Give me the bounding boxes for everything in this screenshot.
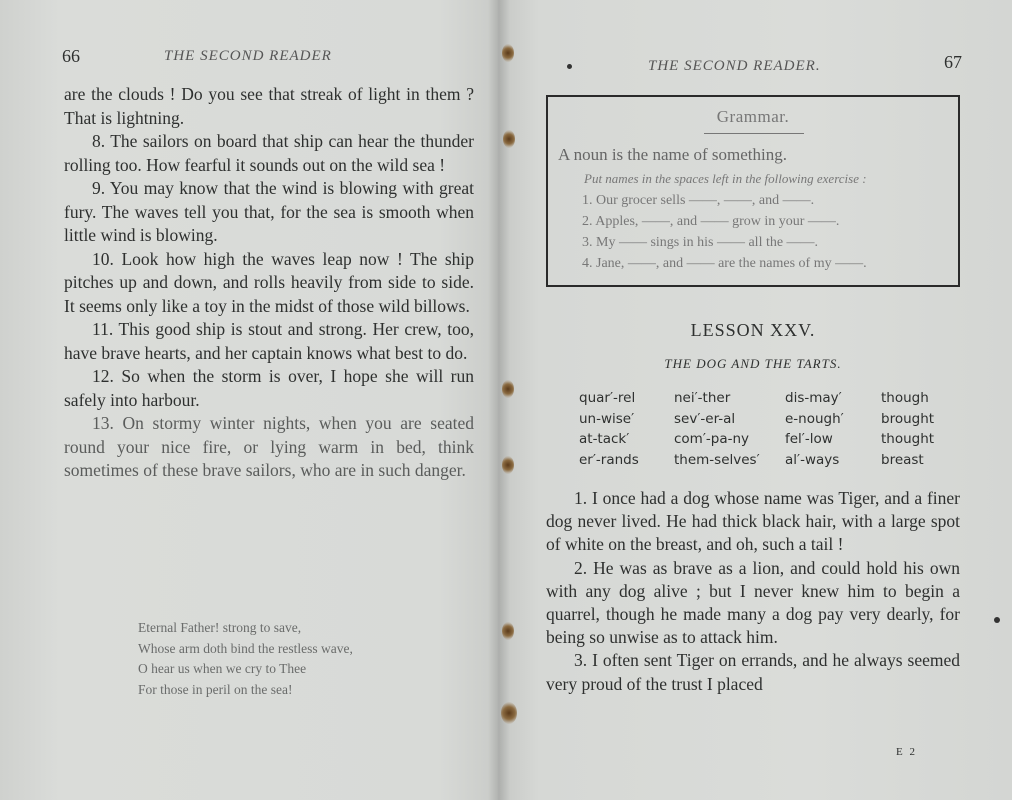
binding-stain	[503, 130, 515, 148]
verse-line: Whose arm doth bind the restless wave,	[138, 640, 353, 656]
verse-line: For those in peril on the sea!	[138, 681, 293, 697]
paragraph: 13. On stormy winter nights, when you are seated round your nice fire, or lying warm in bed, think sometimes of these brave sailors, who are in such danger.	[64, 413, 474, 480]
vocabulary-word: fel′-low	[785, 431, 833, 447]
paragraph: 2. He was as brave as a lion, and could hold his own with any dog alive ; but I never knew him to begin a quarrel, though he made many a dog pay very dearly, for being so unwise as to attack him.	[546, 557, 960, 648]
paragraph: 3. I often sent Tiger on errands, and he always seemed very proud of the trust I placed	[546, 650, 960, 694]
left-body-text	[64, 83, 474, 483]
running-head-text: THE SECOND READER	[164, 48, 332, 64]
grammar-definition: A noun is the name of something.	[558, 145, 788, 164]
vocabulary-word: them-selves′	[674, 451, 760, 468]
vocabulary-word: er′-rands	[579, 451, 639, 468]
binding-stain	[502, 380, 514, 398]
paragraph: 11. This good ship is stout and strong. Her crew, too, have brave hearts, and her captain knows what best to do.	[64, 319, 474, 363]
paragraph: 8. The sailors on board that ship can hear the thunder rolling too. How fearful it sounds out on the wild sea !	[64, 131, 474, 175]
grammar-box	[546, 95, 960, 287]
vocabulary-column	[674, 388, 760, 470]
lesson-subtitle: THE DOG AND THE TARTS.	[664, 356, 842, 371]
book-gutter	[488, 0, 510, 800]
right-body-text	[546, 487, 960, 696]
grammar-title: Grammar.	[716, 107, 790, 126]
paragraph: 1. I once had a dog whose name was Tiger, and a finer dog never lived. He had thick black hair, with a large spot of white on the breast, and oh, such a tail !	[546, 488, 960, 555]
grammar-exercise: 3. My —— sings in his —— all the ——.	[582, 235, 819, 250]
vocabulary-word: dis-may′	[785, 390, 842, 406]
grammar-exercise: 4. Jane, ——, and —— are the names of my ——.	[582, 256, 867, 271]
binding-stain	[502, 456, 514, 474]
ink-dot	[567, 64, 572, 69]
vocabulary-word: thought	[881, 431, 935, 447]
vocabulary-word: al′-ways	[785, 451, 840, 468]
verse-line: O hear us when we cry to Thee	[138, 661, 307, 676]
grammar-instruction: Put names in the spaces left in the following exercise :	[584, 171, 867, 186]
verse-line: Eternal Father! strong to save,	[138, 620, 302, 635]
binding-stain	[502, 44, 514, 62]
left-running-head	[164, 44, 332, 65]
binding-stain	[502, 622, 514, 640]
hymn-verse	[138, 618, 438, 700]
running-head-text: THE SECOND READER.	[648, 58, 821, 74]
ink-dot	[994, 617, 1000, 623]
right-running-head	[648, 54, 821, 75]
paragraph: 10. Look how high the waves leap now ! The ship pitches up and down, and rolls heavily from side to side. It seems only like a toy in the midst of those wild billows.	[64, 248, 474, 316]
vocabulary-word: though	[881, 390, 929, 406]
right-page-number: 67	[944, 52, 962, 72]
left-page-number: 66	[62, 46, 80, 66]
paragraph: are the clouds ! Do you see that streak of light in them ? That is lightning.	[64, 84, 474, 128]
vocabulary-word: com′-pa-ny	[674, 431, 750, 447]
vocabulary-word: brought	[881, 410, 935, 427]
paragraph: 12. So when the storm is over, I hope she will run safely into harbour.	[64, 366, 474, 410]
vocabulary-word: at-tack′	[579, 431, 630, 447]
vocabulary-word: sev′-er-al	[674, 410, 736, 427]
printer-signature: E 2	[896, 746, 917, 758]
paragraph: 9. You may know that the wind is blowing with great fury. The waves tell you that, for the sea is smooth when little wind is blowing.	[64, 178, 474, 245]
vocabulary-word: nei′-ther	[674, 390, 731, 406]
vocabulary-column	[881, 388, 934, 470]
grammar-divider	[704, 133, 804, 134]
vocabulary-column	[785, 388, 844, 470]
lesson-heading: LESSON XXV.	[690, 320, 816, 340]
binding-stain	[501, 702, 517, 724]
vocabulary-column	[579, 388, 639, 470]
vocabulary-word: un-wise′	[579, 410, 635, 427]
vocabulary-word: quar′-rel	[579, 390, 636, 406]
grammar-exercise: 2. Apples, ——, and —— grow in your ——.	[582, 214, 840, 229]
grammar-exercise: 1. Our grocer sells ——, ——, and ——.	[582, 193, 815, 208]
vocabulary-word: breast	[881, 451, 924, 468]
vocabulary-word: e-nough′	[785, 410, 844, 427]
